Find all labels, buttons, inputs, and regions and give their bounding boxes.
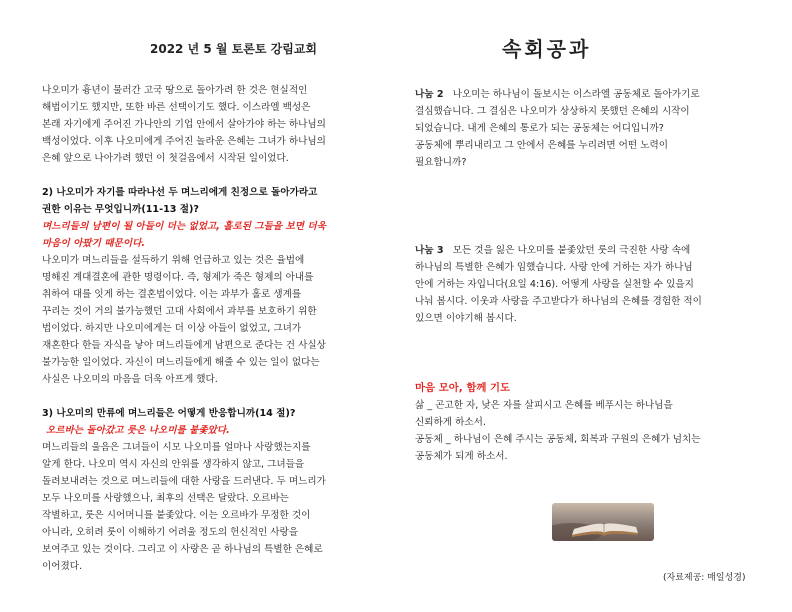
open-book-icon bbox=[552, 503, 654, 541]
share-2-text: 나오미는 하나님이 돌보시는 이스라엘 공동체로 돌아가기로 결심했습니다. 그 결심은 나오미가 상상하지 못했던 은혜의 시작이 되었습니다. 내게 은혜의 통로가 되는 공동체는 어디입니까? 공동체에 뿌리내리고 그 안에서 은혜를 누리려면 어떤 노력이 필요합니까? bbox=[415, 89, 700, 168]
prayer-title: 마음 모아, 함께 기도 bbox=[415, 382, 511, 394]
share-3-text: 모든 것을 잃은 나오미를 붙좇았던 룻의 극진한 사랑 속에 하나님의 특별한 은혜가 임했습니다. 사랑 안에 거하는 자가 하나님 안에 거하는 자입니다(요일 4:16). 어떻게 사랑을 실천할 수 있을지 나눠 봅시다. 이웃과 사랑을 주고받다가 하나님의 은혜를 경험한 적이 있으면 이야기해 봅시다. bbox=[415, 245, 702, 324]
source-credit: (자료제공: 매일성경) bbox=[663, 573, 746, 583]
prayer-community: 공동체 _ 하나님이 은혜 주시는 공동체, 회복과 구원의 은혜가 넘치는 공동체가 되게 하소서. bbox=[415, 434, 701, 462]
share-3 bbox=[415, 242, 760, 327]
share-2 bbox=[415, 86, 760, 171]
body-3: 며느리들의 울음은 그녀들이 시모 나오미를 얼마나 사랑했는지를 알게 한다. 나오미 역시 자신의 안위를 생각하지 않고, 그녀들을 돌려보내려는 것으로 며느리들에 대한 사랑을 드러낸다. 두 며느리가 모두 나오미를 사랑했으나, 최후의 선택은 달랐다. 오르바는 작별하고, 룻은 시어머니를 붙좇았다. 이는 오르바가 무정한 것이 아니라, 오히려 룻이 이해하기 어려울 정도의 헌신적인 사랑을 보여주고 있는 것이다. 그리고 이 사랑은 곧 하나님의 특별한 은혜로 이어졌다. bbox=[42, 442, 326, 572]
prayer-life: 삶 _ 곤고한 자, 낮은 자를 살피시고 은혜를 베푸시는 하나님을 신뢰하게 하소서. bbox=[415, 400, 673, 428]
share-3-label: 나눔 3 bbox=[415, 245, 444, 256]
intro-paragraph: 나오미가 흉년이 물러간 고국 땅으로 돌아가려 한 것은 현실적인 해법이기도 했지만, 또한 바른 선택이기도 했다. 이스라엘 백성은 본래 자기에게 주어진 가나안의 기업 안에서 살아가야 하는 하나님의 백성이었다. 이후 나오미에게 주어진 놀라운 은혜는 그녀가 하나님의 은혜 앞으로 나아가려 했던 이 첫걸음에서 시작된 일이었다. bbox=[42, 85, 326, 164]
question-2: 2) 나오미가 자기를 따라나선 두 며느리에게 친정으로 돌아가라고 권한 이유는 무엇입니까(11-13 절)? bbox=[42, 187, 318, 215]
question-3: 3) 나오미의 만류에 며느리들은 어떻게 반응합니까(14 절)? bbox=[42, 408, 296, 419]
body-2: 나오미가 며느리들을 설득하기 위해 언급하고 있는 것은 율법에 명해진 계대결혼에 관한 명령이다. 즉, 형제가 죽은 형제의 아내를 취하여 대를 잇게 하는 결혼법이었다. 이는 과부가 홀로 생계를 꾸리는 것이 거의 불가능했던 고대 사회에서 과부를 보호하기 위한 법이었다. 하지만 나오미에게는 더 이상 아들이 없었고, 그녀가 재혼한다 한들 자식을 낳아 며느리들에게 남편으로 준다는 건 사실상 불가능한 일이었다. 자신이 며느리들에게 해줄 수 있는 일이 없다는 사실은 나오미의 마음을 더욱 아프게 했다. bbox=[42, 255, 326, 385]
prayer-section bbox=[415, 380, 760, 465]
page-title-right: 속회공과 bbox=[502, 37, 592, 61]
answer-3: 오르바는 돌아갔고 룻은 나오미를 붙좇았다. bbox=[46, 425, 230, 436]
share-2-label: 나눔 2 bbox=[415, 89, 444, 100]
answer-2: 며느리들의 남편이 될 아들이 더는 없었고, 홀로된 그들을 보면 더욱 마음이 아팠기 때문이다. bbox=[42, 221, 326, 249]
page-title-left: 2022 년 5 월 토론토 강림교회 bbox=[150, 42, 317, 56]
left-column bbox=[42, 82, 387, 575]
open-bible-image bbox=[552, 503, 654, 541]
